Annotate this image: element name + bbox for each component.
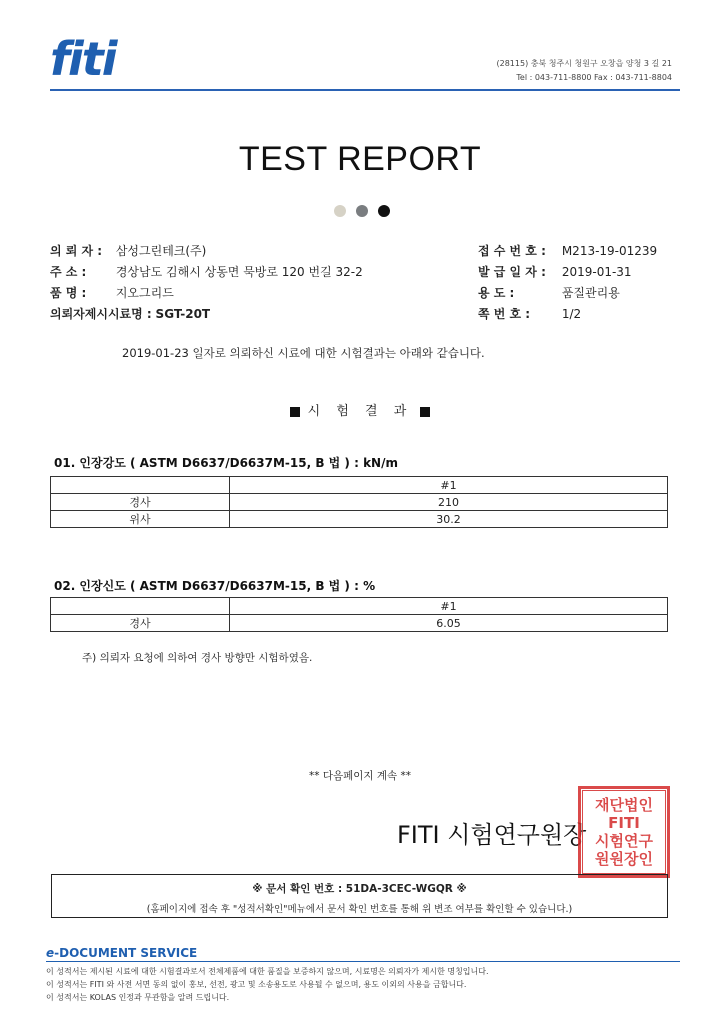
row-label: 경사 (51, 494, 230, 511)
header-divider (50, 89, 680, 91)
square-icon (420, 407, 430, 417)
header-address-block (497, 57, 673, 85)
seal-line: 원원장인 (595, 850, 653, 868)
square-icon (290, 407, 300, 417)
footer-disclaimer (46, 965, 489, 1004)
info-label: 주 소 : (50, 265, 87, 279)
row-value: 30.2 (230, 511, 668, 528)
info-label: 용 도 : (478, 286, 515, 300)
test-heading-1: 01. 인장강도 ( ASTM D6637/D6637M-15, B 법 ) : kN/m (54, 456, 398, 470)
info-value: 2019-01-31 (561, 265, 632, 279)
info-row (478, 283, 657, 304)
column-header: #1 (230, 477, 668, 494)
seal-line: 시험연구 (595, 832, 653, 850)
title-dots (334, 202, 400, 221)
test-heading-2: 02. 인장신도 ( ASTM D6637/D6637M-15, B 법 ) : % (54, 579, 376, 593)
seal-line: 재단법인 (595, 796, 653, 814)
eds-divider (46, 961, 680, 962)
info-label: 의뢰자제시시료명 : (50, 307, 152, 321)
table-row (51, 511, 668, 528)
note-text: 주) 의뢰자 요청에 의하여 경사 방향만 시험하였음. (82, 652, 313, 664)
footer-line: 이 성적서는 제시된 시료에 대한 시험결과로서 전체제품에 대한 품질을 보증하지 않으며, 시료명은 의뢰자가 제시한 명칭입니다. (46, 967, 489, 976)
info-row (478, 304, 657, 325)
address: (28115) 충북 청주시 청원구 오창읍 양청 3 길 21 (496, 59, 672, 68)
table-row (51, 615, 668, 632)
info-row (50, 241, 363, 262)
row-value: 210 (230, 494, 668, 511)
info-value: 삼성그린테크(주) (115, 244, 207, 258)
fiti-logo: fiti (50, 32, 116, 86)
row-value: 6.05 (230, 615, 668, 632)
continued-text: ** 다음페이지 계속 ** (308, 770, 411, 782)
info-value: 지오그리드 (115, 286, 174, 300)
info-value: SGT-20T (155, 307, 211, 321)
info-row (50, 283, 363, 304)
info-value: M213-19-01239 (561, 244, 658, 258)
report-title: TEST REPORT (238, 140, 482, 178)
row-label: 위사 (51, 511, 230, 528)
info-right (478, 241, 657, 325)
info-label: 발 급 일 자 : (478, 265, 546, 279)
seal-line: FITI (608, 814, 640, 832)
e-document-service (46, 946, 197, 960)
table-cell (51, 477, 230, 494)
test-table-2 (50, 597, 668, 632)
info-label: 품 명 : (50, 286, 87, 300)
section-title (0, 400, 720, 419)
row-label: 경사 (51, 615, 230, 632)
info-left (50, 241, 363, 325)
info-row (478, 241, 657, 262)
doc-instructions: (홈페이지에 접속 후 "성적서확인"메뉴에서 문서 확인 번호를 통해 위 변조 여부를 확인할 수 있습니다.) (146, 904, 573, 915)
footer-line: 이 성적서는 KOLAS 인정과 무관함을 알려 드립니다. (46, 993, 230, 1002)
dot-black (378, 205, 390, 217)
info-value: 경상남도 김해시 상동면 묵방로 120 번길 32-2 (115, 265, 363, 279)
info-value: 품질관리용 (561, 286, 620, 300)
eds-label: -DOCUMENT SERVICE (54, 946, 198, 960)
info-label: 접 수 번 호 : (478, 244, 546, 258)
column-header: #1 (230, 598, 668, 615)
test-table-1 (50, 476, 668, 528)
section-title-text: 시 험 결 과 (307, 404, 413, 419)
official-seal (578, 786, 670, 878)
info-label: 쪽 번 호 : (478, 307, 531, 321)
info-label: 의 뢰 자 : (50, 244, 103, 258)
table-row (51, 477, 668, 494)
doc-number: ※ 문서 확인 번호 : 51DA-3CEC-WGQR ※ (252, 883, 467, 895)
table-cell (51, 598, 230, 615)
footer-line: 이 성적서는 FITI 와 사전 서면 동의 없이 홍보, 선전, 광고 및 소송용도로 사용될 수 없으며, 용도 이외의 사용을 금합니다. (46, 980, 467, 989)
info-row (50, 262, 363, 283)
document-verification-box (51, 874, 668, 918)
info-value: 1/2 (561, 307, 582, 321)
info-row (478, 262, 657, 283)
contact: Tel : 043-711-8800 Fax : 043-711-8804 (516, 73, 672, 82)
intro-text: 2019-01-23 일자로 의뢰하신 시료에 대한 시험결과는 아래와 같습니다. (122, 346, 485, 360)
dot-gray (356, 205, 368, 217)
eds-prefix: e (46, 946, 55, 960)
info-row (50, 304, 363, 325)
seal-inner (582, 790, 666, 874)
table-row (51, 598, 668, 615)
director-signature: FITI 시험연구원장 (397, 821, 587, 849)
table-row (51, 494, 668, 511)
dot-light (334, 205, 346, 217)
